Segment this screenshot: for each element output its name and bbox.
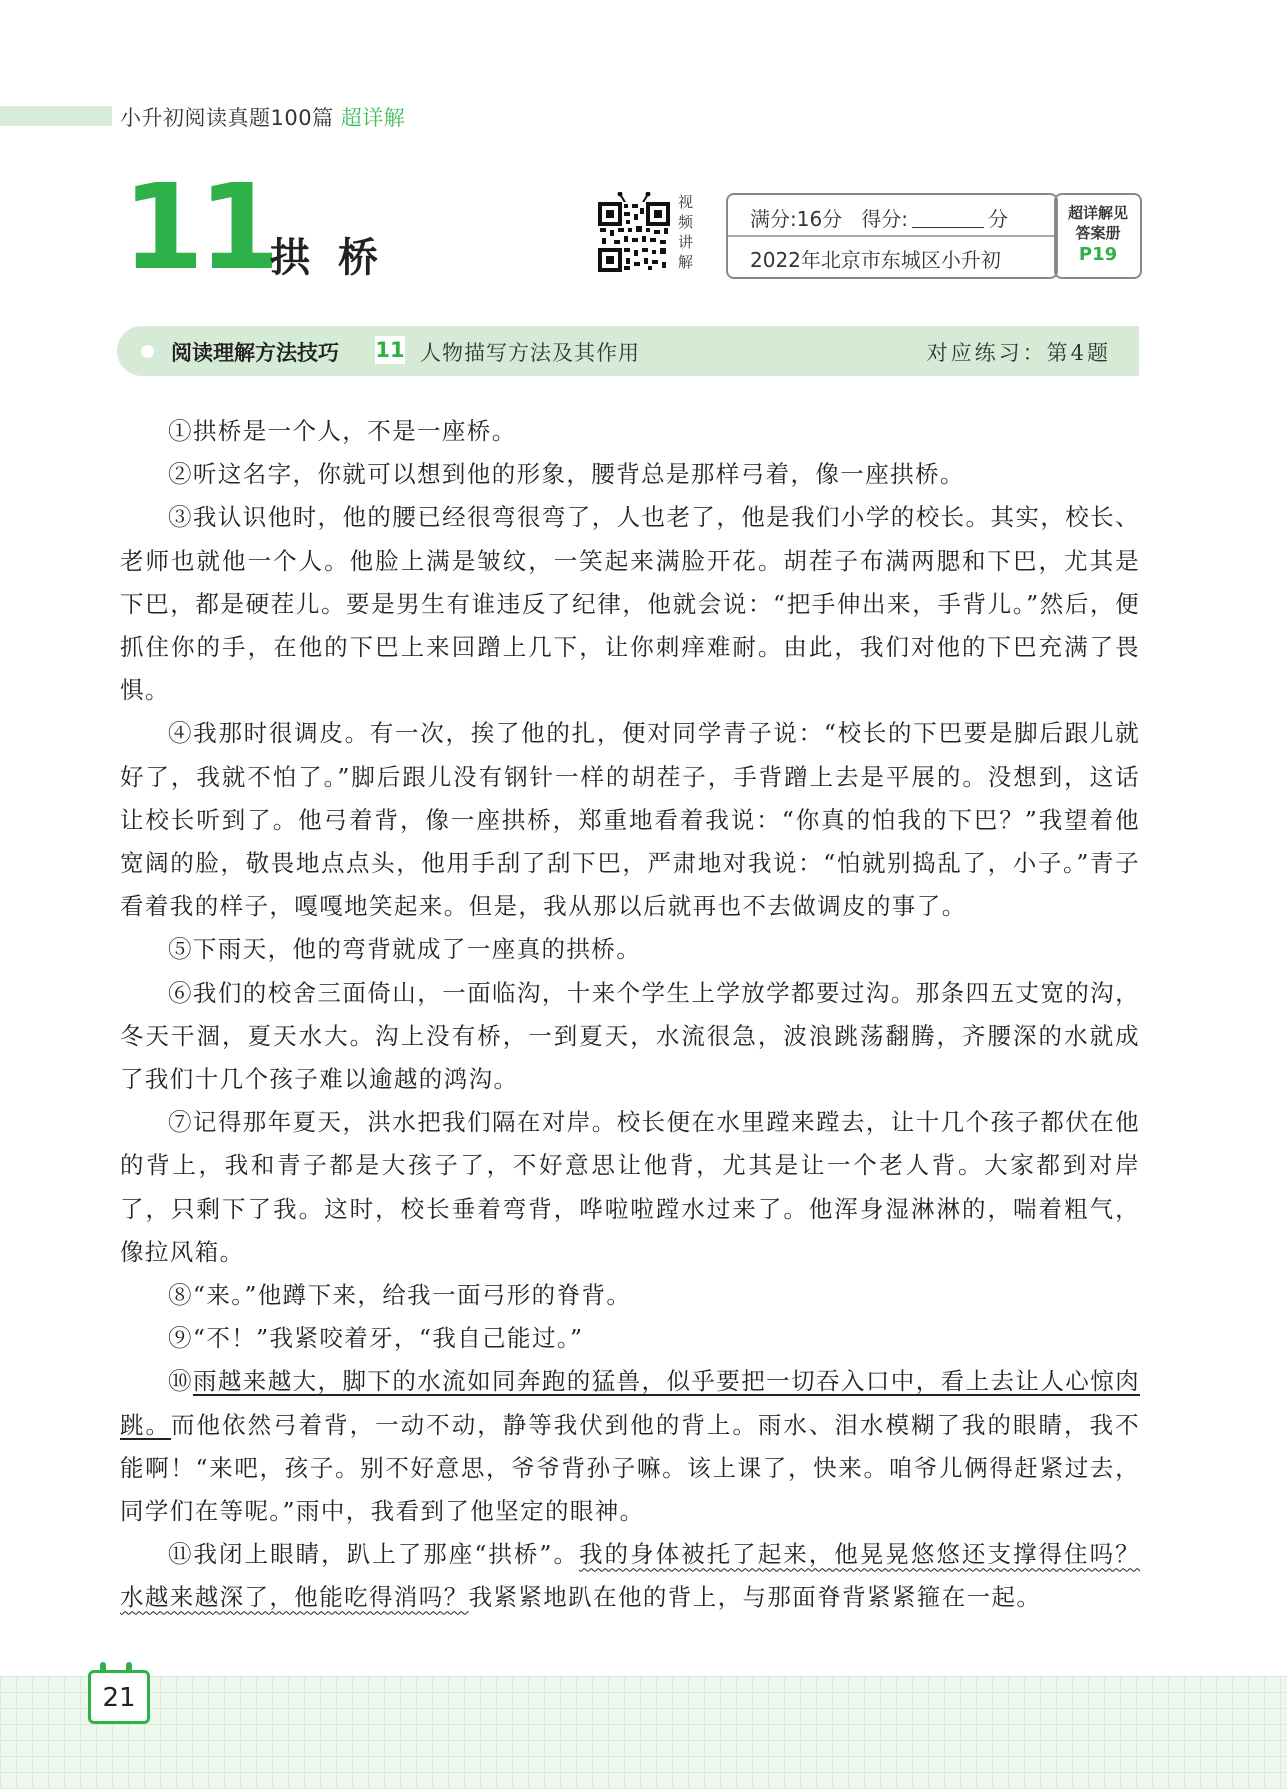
- series-title: 小升初阅读真题100篇 超详解: [120, 106, 406, 130]
- underlined-sentence: 雨越来越大，脚下的水流如同奔跑的猛兽，似乎要把一切吞入口中，看上去让人心惊肉跳。: [120, 1367, 1141, 1439]
- paragraph-11-start: ⑪我闭上眼睛，趴上了那座“拱桥”。: [168, 1540, 580, 1569]
- score-blank[interactable]: [912, 209, 984, 228]
- header-band: [0, 106, 112, 126]
- score-divider: [728, 235, 1056, 237]
- page-number: 21: [88, 1670, 150, 1724]
- passage: [120, 410, 1140, 1620]
- method-number: 11: [375, 338, 405, 362]
- paragraph-6: ⑥我们的校舍三面倚山，一面临沟，十来个学生上学放学都要过沟。那条四五丈宽的沟，冬天干涸，夏天水大。沟上没有桥，一到夏天，水流很急，波浪跳荡翻腾，齐腰深的水就成了我们十几个孩子难以逾越的鸿沟。: [120, 978, 1140, 1094]
- paragraph-9: ⑨“不！”我紧咬着牙，“我自己能过。”: [168, 1324, 584, 1353]
- qr-label: 视频讲解: [678, 193, 694, 271]
- paragraph-4: ④我那时很调皮。有一次，挨了他的扎，便对同学青子说：“校长的下巴要是脚后跟儿就好了，我就不怕了。”脚后跟儿没有钢针一样的胡茬子，手背蹭上去是平展的。没想到，这话让校长听到了。他弓着背，像一座拱桥，郑重地看着我说：“你真的怕我的下巴？”我望着他宽阔的脸，敬畏地点点头，他用手刮了刮下巴，严肃地对我说：“怕就别捣乱了，小子。”青子看着我的样子，嘎嘎地笑起来。但是，我从那以后就再也不去做调皮的事了。: [120, 719, 1140, 921]
- paragraph-5: ⑤下雨天，他的弯背就成了一座真的拱桥。: [168, 935, 642, 964]
- answer-ref-page: P19: [1078, 244, 1118, 265]
- wavy-underlined-sentence: 我的身体被托了起来，他晃晃悠悠还支撑得住吗？水越来越深了，他能吃得消吗？: [120, 1540, 1141, 1612]
- exam-source: 2022年北京市东城区小升初: [750, 248, 1001, 272]
- answer-ref-line1: 超详解见: [1067, 204, 1128, 222]
- series-title-accent: 超详解: [340, 106, 406, 130]
- paragraph-2: ②听这名字，你就可以想到他的形象，腰背总是那样弓着，像一座拱桥。: [168, 460, 965, 489]
- paragraph-1: ①拱桥是一个人，不是一座桥。: [168, 417, 517, 445]
- practice-reference: 对应练习：第4题: [926, 341, 1111, 365]
- full-score: 满分:16分: [750, 207, 843, 231]
- paragraph-8: ⑧“来。”他蹲下来，给我一面弓形的脊背。: [168, 1281, 632, 1310]
- bullet-dot-icon: [141, 345, 154, 358]
- answer-ref-line2: 答案册: [1075, 224, 1121, 242]
- paragraph-11-rest: 我紧紧地趴在他的背上，与那面脊背紧紧箍在一起。: [468, 1583, 1042, 1612]
- paragraph-10-number: ⑩: [168, 1367, 193, 1396]
- paragraph-10: [120, 1360, 1140, 1533]
- answer-reference[interactable]: [1054, 193, 1142, 279]
- paragraph-10-rest: 而他依然弓着背，一动不动，静等我伏到他的背上。雨水、泪水模糊了我的眼睛，我不能啊！“来吧，孩子。别不好意思，爷爷背孙子嘛。该上课了，快来。咱爷儿俩得赶紧过去，同学们在等呢。”雨中，我看到了他坚定的眼神。: [120, 1410, 1140, 1526]
- score-box: [726, 193, 1058, 279]
- paragraph-11: [120, 1533, 1140, 1619]
- obtained-label: 得分:: [861, 207, 909, 231]
- method-topic: 人物描写方法及其作用: [420, 341, 640, 365]
- score-row: [750, 203, 1008, 232]
- paragraph-7: ⑦记得那年夏天，洪水把我们隔在对岸。校长便在水里蹚来蹚去，让十几个孩子都伏在他的背上，我和青子都是大孩子了，不好意思让他背，尤其是让一个老人背。大家都到对岸了，只剩下了我。这时，校长垂着弯背，哗啦啦蹚水过来了。他浑身湿淋淋的，喘着粗气，像拉风箱。: [120, 1108, 1140, 1266]
- chapter-number: 11: [122, 158, 275, 296]
- method-bar: [117, 326, 1139, 376]
- chapter-title: 拱桥: [270, 235, 406, 281]
- footer-grid: [0, 1676, 1287, 1789]
- paragraph-3: ③我认识他时，他的腰已经很弯很弯了，人也老了，他是我们小学的校长。其实，校长、老师也就他一个人。他脸上满是皱纹，一笑起来满脸开花。胡茬子布满两腮和下巴，尤其是下巴，都是硬茬儿。要是男生有谁违反了纪律，他就会说：“把手伸出来，手背儿。”然后，便抓住你的手，在他的下巴上来回蹭上几下，让你刺痒难耐。由此，我们对他的下巴充满了畏惧。: [120, 503, 1140, 705]
- obtained-unit: 分: [988, 207, 1009, 231]
- method-label: 阅读理解方法技巧: [171, 341, 339, 365]
- qr-code-icon[interactable]: [598, 192, 670, 272]
